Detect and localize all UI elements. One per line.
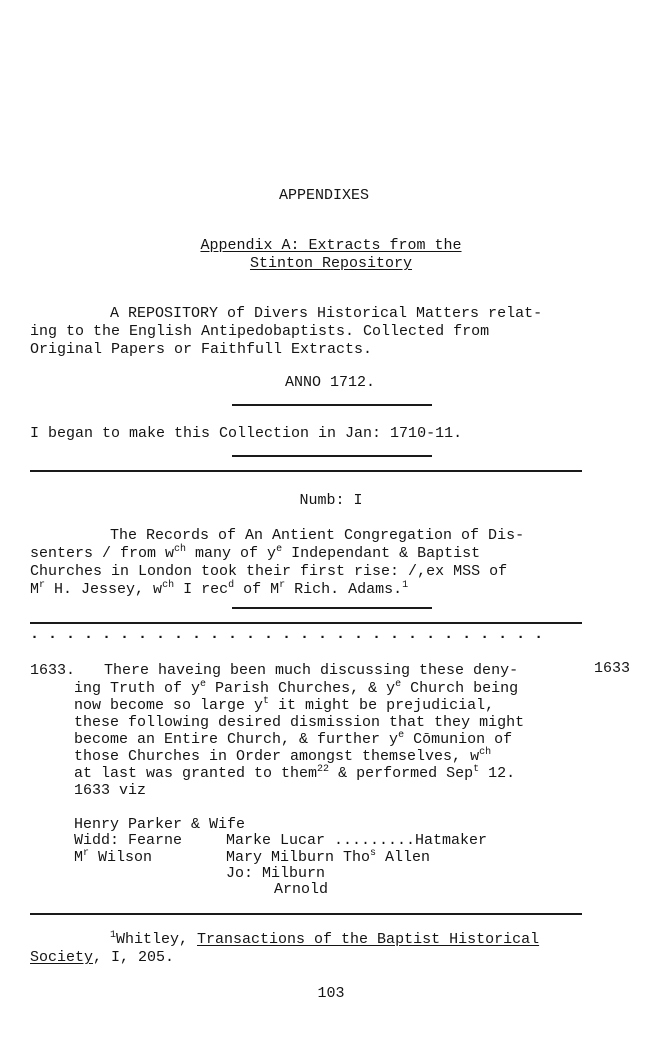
entry-year-left: 1633. [30,662,76,679]
divider [232,607,432,609]
records-line: The Records of An Antient Congregation of Dis- [110,527,525,544]
member-name: Mary Milburn Tho$^s$ Allen [226,848,431,866]
page-title: APPENDIXES [278,187,369,204]
numb-heading: Numb: I [299,492,363,509]
page-number: 103 [317,985,345,1002]
dotted-separator: . . . . . . . . . . . . . . . . . . . . . . . . . . . . . [30,626,544,643]
divider [232,404,432,406]
intro-line: A REPOSITORY of Divers Historical Matters relat- [110,305,543,322]
entry-line: There haveing been much discussing these deny- [104,662,519,679]
anno-date: ANNO 1712. [284,374,375,391]
full-divider [30,470,582,472]
entry-line: now become so large $y^t$ it might be prejudicial, [74,696,495,714]
intro-line: ing to the English Antipedobaptists. Collected from [30,323,490,340]
entry-line: 1633 viz [74,782,147,799]
footnote-marker: 1 [402,580,409,591]
member-name: Henry Parker & Wife [74,816,246,833]
appendix-heading-line1: Appendix A: Extracts from the [200,237,462,254]
appendix-heading-line2: Stinton Repository [249,255,413,272]
member-name: $M^r$ Wilson [74,848,153,866]
entry-line: those Churches in Order amongst themselves, $w^{ch}$ [74,747,492,765]
records-line: Churches in London took their first rise: /,ex MSS of [30,563,508,580]
records-line: $M^r$ H. Jessey, $w^{ch}$ I rec$^d$ of $M^r$ Rich. Adams.$^1$ [30,580,409,598]
collection-start-line: I began to make this Collection in Jan: 1710-11. [30,425,463,442]
entry-line: these following desired dismission that they might [74,714,525,731]
intro-line: Original Papers or Faithfull Extracts. [30,341,373,358]
entry-line: at last was granted to them$^{22}$ & performed Sep$^t$ 12. [74,764,516,782]
entry-line: ing Truth of $y^e$ Parish Churches, & $y^e$ Church being [74,679,519,697]
entry-year-right: 1633 [594,660,631,677]
member-name: Marke Lucar .........Hatmaker [226,832,488,849]
footnote-line: Society, I, 205. [30,949,175,966]
member-name: Jo: Milburn [226,865,326,882]
divider [232,455,432,457]
entry-line: become an Entire Church, & further $y^e$ Cōmunion of [74,730,513,748]
footnote-divider [30,913,582,915]
footnote-number: 1 [110,930,117,941]
member-name: Arnold [274,881,329,898]
footnote-line: $^1$Whitley, Transactions of the Baptist Historical [110,930,540,948]
member-name: Widd: Fearne [74,832,183,849]
records-line: senters / from $w^{ch}$ many of $y^e$ Independant & Baptist [30,544,481,562]
full-divider [30,622,582,624]
